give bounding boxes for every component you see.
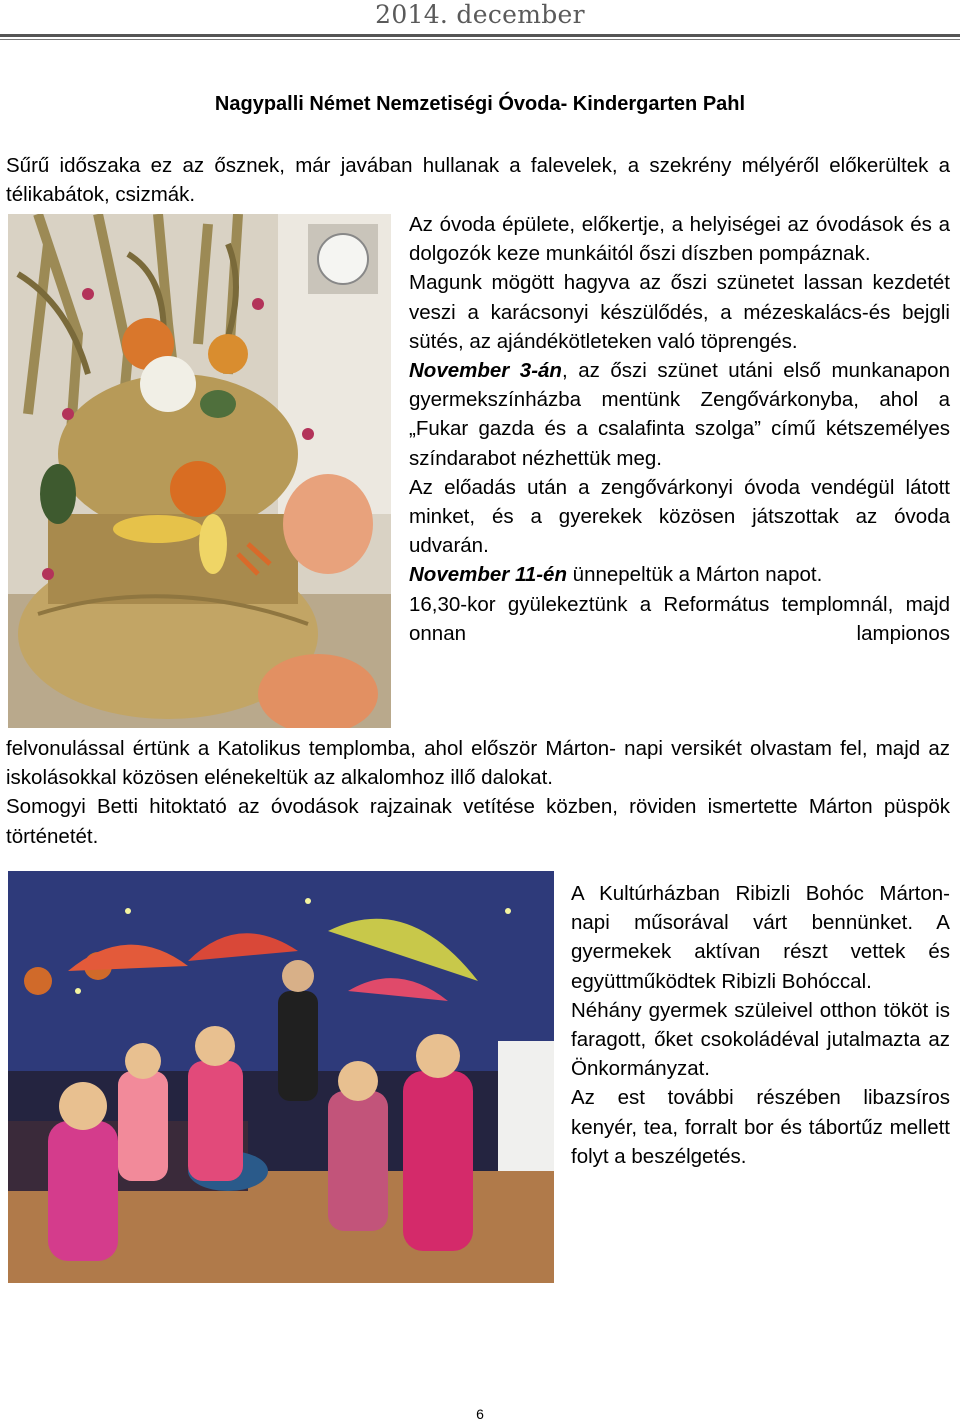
date-nov3: November 3-án [409,359,562,383]
paragraph-procession: felvonulással értünk a Katolikus templomba, ahol először Márton- napi versikét olvastam fel, majd az iskolásokkal közösen elénekeltük az alkalomhoz illő dalokat. [6,737,950,790]
paragraph-christmas: Magunk mögött hagyva az őszi szünetet lassan kezdetét veszi a karácsonyi készülődés, a mézeskalács-és bejgli sütés, az ajándékötleteken való töprengés. [409,271,950,353]
intro-paragraph: Sűrű időszaka ez az ősznek, már javában hullanak a falevelek, a szekrény mélyéről előkerültek a télikabátok, csizmák. [6,154,950,207]
autumn-decoration-photo [8,214,391,728]
children-dancing-photo [8,871,554,1283]
bottom-right-text [571,879,950,1171]
paragraph-story: Somogyi Betti hitoktató az óvodások rajzainak vetítése közben, röviden ismertette Márton püspök történetét. [6,795,950,848]
page-title: Nagypalli Német Nemzetiségi Óvoda- Kindergarten Pahl [214,93,746,115]
paragraph-hosting: Az előadás után a zengővárkonyi óvoda vendégül látott minket, és a gyerekek közösen játszottak az óvoda udvarán. [409,475,950,558]
header-rule-thin [0,39,960,40]
header-date: 2014. december [375,0,585,29]
paragraph-gathering: 16,30-kor gyülekeztünk a Református templomnál, majd onnan lampionos [409,592,950,645]
paragraph-nov3: November 3-án, az őszi szünet utáni első munkanapon gyermekszínházba mentünk Zengővárkonyba, ahol a „Fukar gazda és a csalafinta szolga” című kétszemélyes színdarabot nézhettük meg. [409,359,950,470]
paragraph-clown: A Kultúrházban Ribizli Bohóc Márton- napi műsorával várt bennünket. A gyermekek aktívan részt vettek és együttműködtek Ribizli Bohóccal. [571,882,950,993]
date-nov11: November 11-én [409,563,567,587]
header-rule [0,34,960,37]
page-number: 6 [476,1406,484,1422]
paragraph-pumpkins: Néhány gyermek szüleivel otthon tököt is faragott, őket csokoládéval jutalmazta az Önkormányzat. [571,998,950,1081]
full-width-text [6,734,950,851]
paragraph-decoration: Az óvoda épülete, előkertje, a helyiségei az óvodások és a dolgozók keze munkáitól őszi díszben pompáznak. [409,213,950,266]
right-column-text [409,210,950,648]
paragraph-nov11: November 11-én ünnepeltük a Márton napot. [409,563,823,587]
paragraph-evening: Az est további részében libazsíros kenyér, tea, forralt bor és tábortűz mellett folyt a beszélgetés. [571,1086,950,1168]
